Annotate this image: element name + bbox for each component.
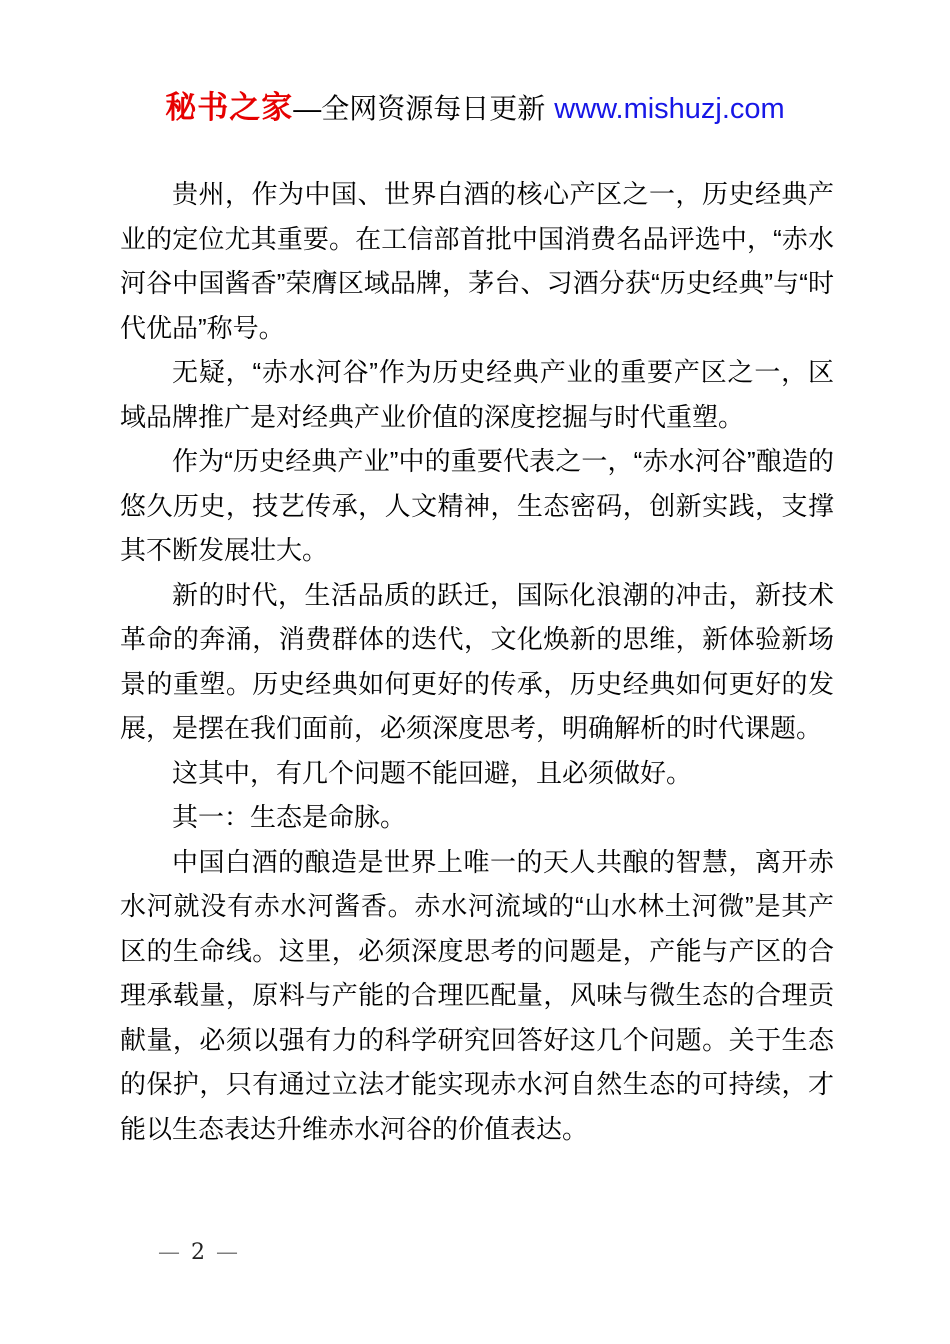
paragraph: 这其中，有几个问题不能回避，且必须做好。	[172, 757, 693, 788]
paragraph: 其一：生态是命脉。	[172, 802, 407, 832]
paragraph: 无疑，“赤水河谷”作为历史经典产业的重要产区之一，区域品牌推广是对经典产业价值的深度挖掘与时代重塑。	[120, 357, 834, 432]
header-url-link[interactable]: www.mishuzj.com	[554, 93, 785, 125]
site-logo-text: 秘书之家	[165, 90, 294, 125]
paragraph: 中国白酒的酿造是世界上唯一的天人共酿的智慧，离开赤水河就没有赤水河酱香。赤水河流域的“山水林土河微”是其产区的生命线。这里，必须深度思考的问题是，产能与产区的合理承载量，原料与产能的合理匹配量，风味与微生态的合理贡献量，必须以强有力的科学研究回答好这几个问题。关于生态的保护，只有通过立法才能实现赤水河自然生态的可持续，才能以生态表达升维赤水河谷的价值表达。	[120, 846, 834, 1144]
page-number-dash-right: —	[216, 1240, 238, 1265]
page-number-value: 2	[191, 1240, 205, 1265]
header-tagline: —全网资源每日更新	[293, 93, 546, 124]
paragraph: 新的时代，生活品质的跃迁，国际化浪潮的冲击，新技术革命的奔涌，消费群体的迭代，文化焕新的思维，新体验新场景的重塑。历史经典如何更好的传承，历史经典如何更好的发展，是摆在我们面前，必须深度思考，明确解析的时代课题。	[120, 579, 834, 743]
page-number-dash-left: —	[158, 1240, 180, 1265]
page-number	[158, 1240, 238, 1265]
paragraph: 作为“历史经典产业”中的重要代表之一，“赤水河谷”酿造的悠久历史，技艺传承，人文精神，生态密码，创新实践，支撑其不断发展壮大。	[120, 446, 834, 565]
document-body	[120, 172, 834, 1151]
paragraph: 贵州，作为中国、世界白酒的核心产区之一，历史经典产业的定位尤其重要。在工信部首批中国消费名品评选中，“赤水河谷中国酱香”荣膺区域品牌，茅台、习酒分获“历史经典”与“时代优品”称号。	[120, 179, 834, 343]
page-header	[0, 82, 950, 127]
